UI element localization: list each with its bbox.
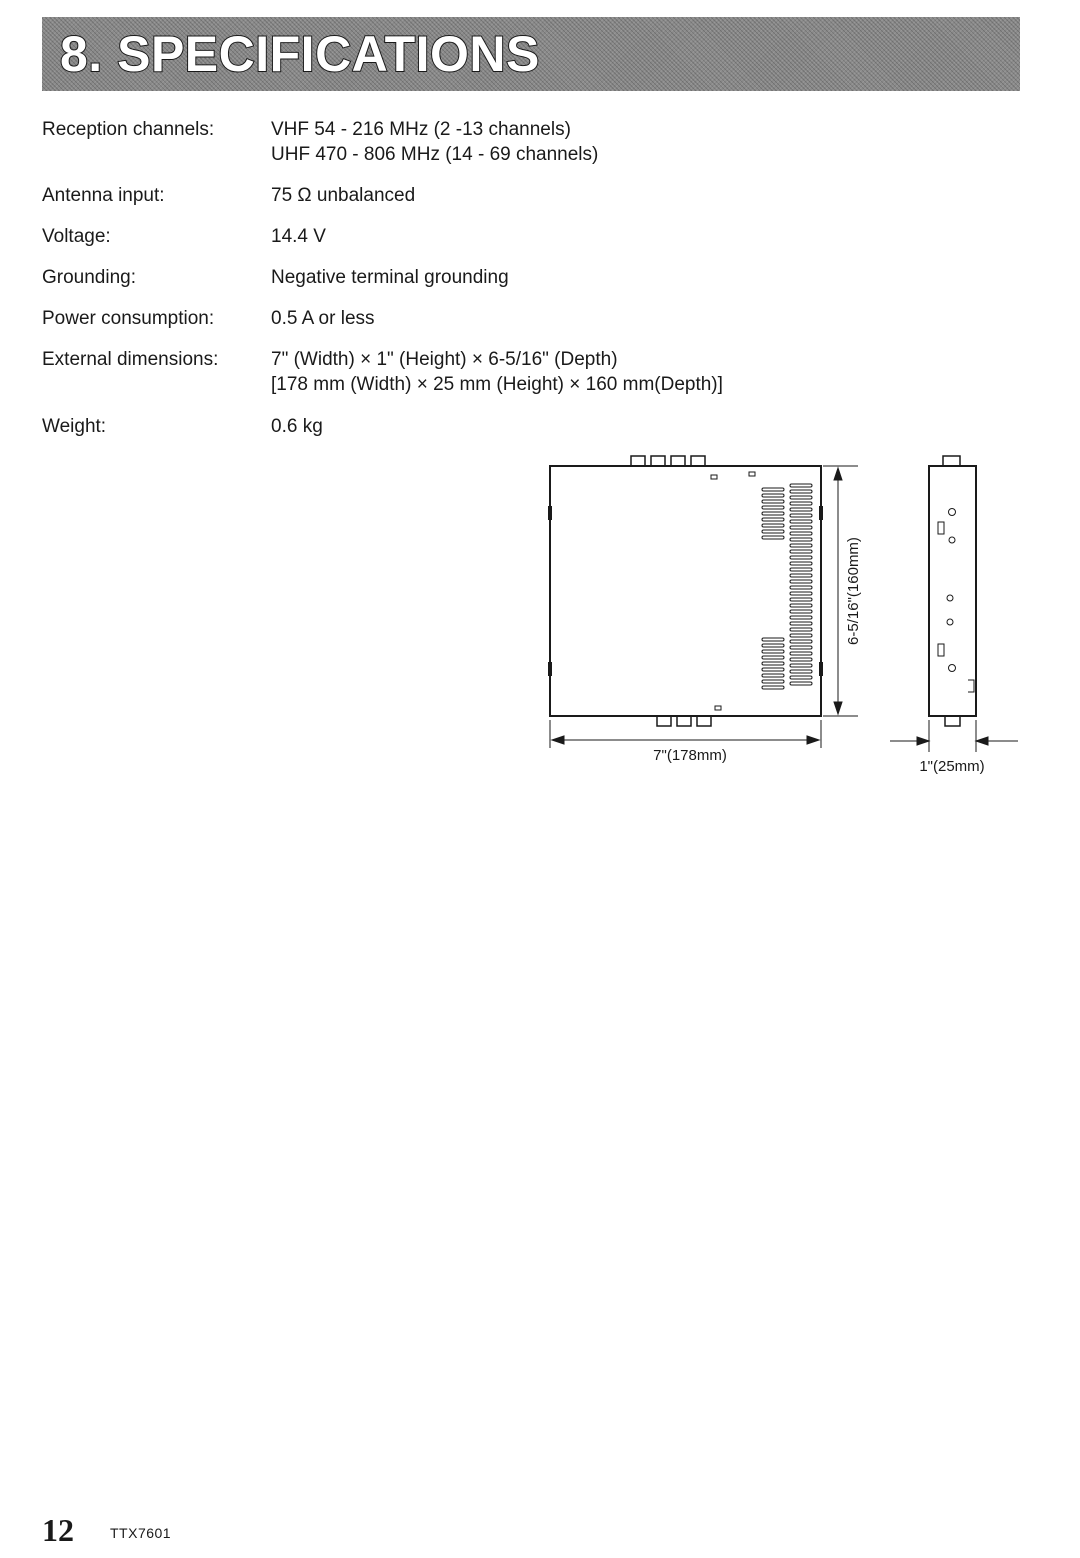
spec-value xyxy=(271,117,598,167)
section-header xyxy=(42,17,1020,91)
side-view-drawing xyxy=(929,456,976,726)
depth-label: 6-5/16"(160mm) xyxy=(845,537,862,645)
spec-value xyxy=(271,414,323,439)
top-view-drawing xyxy=(550,456,821,726)
section-title: 8. SPECIFICATIONS xyxy=(60,26,540,82)
spec-value xyxy=(271,224,326,249)
spec-label: External dimensions: xyxy=(42,349,219,370)
spec-value-line: UHF 470 - 806 MHz (14 - 69 channels) xyxy=(271,144,599,165)
spec-value-line: 75 Ω unbalanced xyxy=(271,185,416,206)
page-number: 12 xyxy=(42,1512,74,1548)
height-dimension xyxy=(890,720,1018,752)
spec-value-line: [178 mm (Width) × 25 mm (Height) × 160 mm(Depth)] xyxy=(271,374,723,395)
spec-value xyxy=(271,306,375,331)
spec-value-line: 0.6 kg xyxy=(271,416,323,437)
width-label: 7"(178mm) xyxy=(653,747,727,764)
spec-value xyxy=(271,265,509,290)
spec-label: Reception channels: xyxy=(42,119,215,140)
spec-label: Voltage: xyxy=(42,226,111,247)
spec-label: Weight: xyxy=(42,416,107,437)
spec-value-line: VHF 54 - 216 MHz (2 -13 channels) xyxy=(271,119,571,140)
spec-label: Grounding: xyxy=(42,267,137,288)
model-code: TTX7601 xyxy=(110,1525,172,1541)
spec-label: Antenna input: xyxy=(42,185,165,206)
spec-value xyxy=(271,347,723,397)
spec-value-line: 14.4 V xyxy=(271,226,326,247)
spec-label: Power consumption: xyxy=(42,308,215,329)
spec-value xyxy=(271,183,415,208)
dimension-diagram xyxy=(540,448,1030,788)
spec-value-line: 7" (Width) × 1" (Height) × 6-5/16" (Depth) xyxy=(271,349,618,370)
height-label: 1"(25mm) xyxy=(919,758,985,775)
spec-value-line: Negative terminal grounding xyxy=(271,267,509,288)
width-dimension xyxy=(550,720,821,748)
spec-value-line: 0.5 A or less xyxy=(271,308,375,329)
